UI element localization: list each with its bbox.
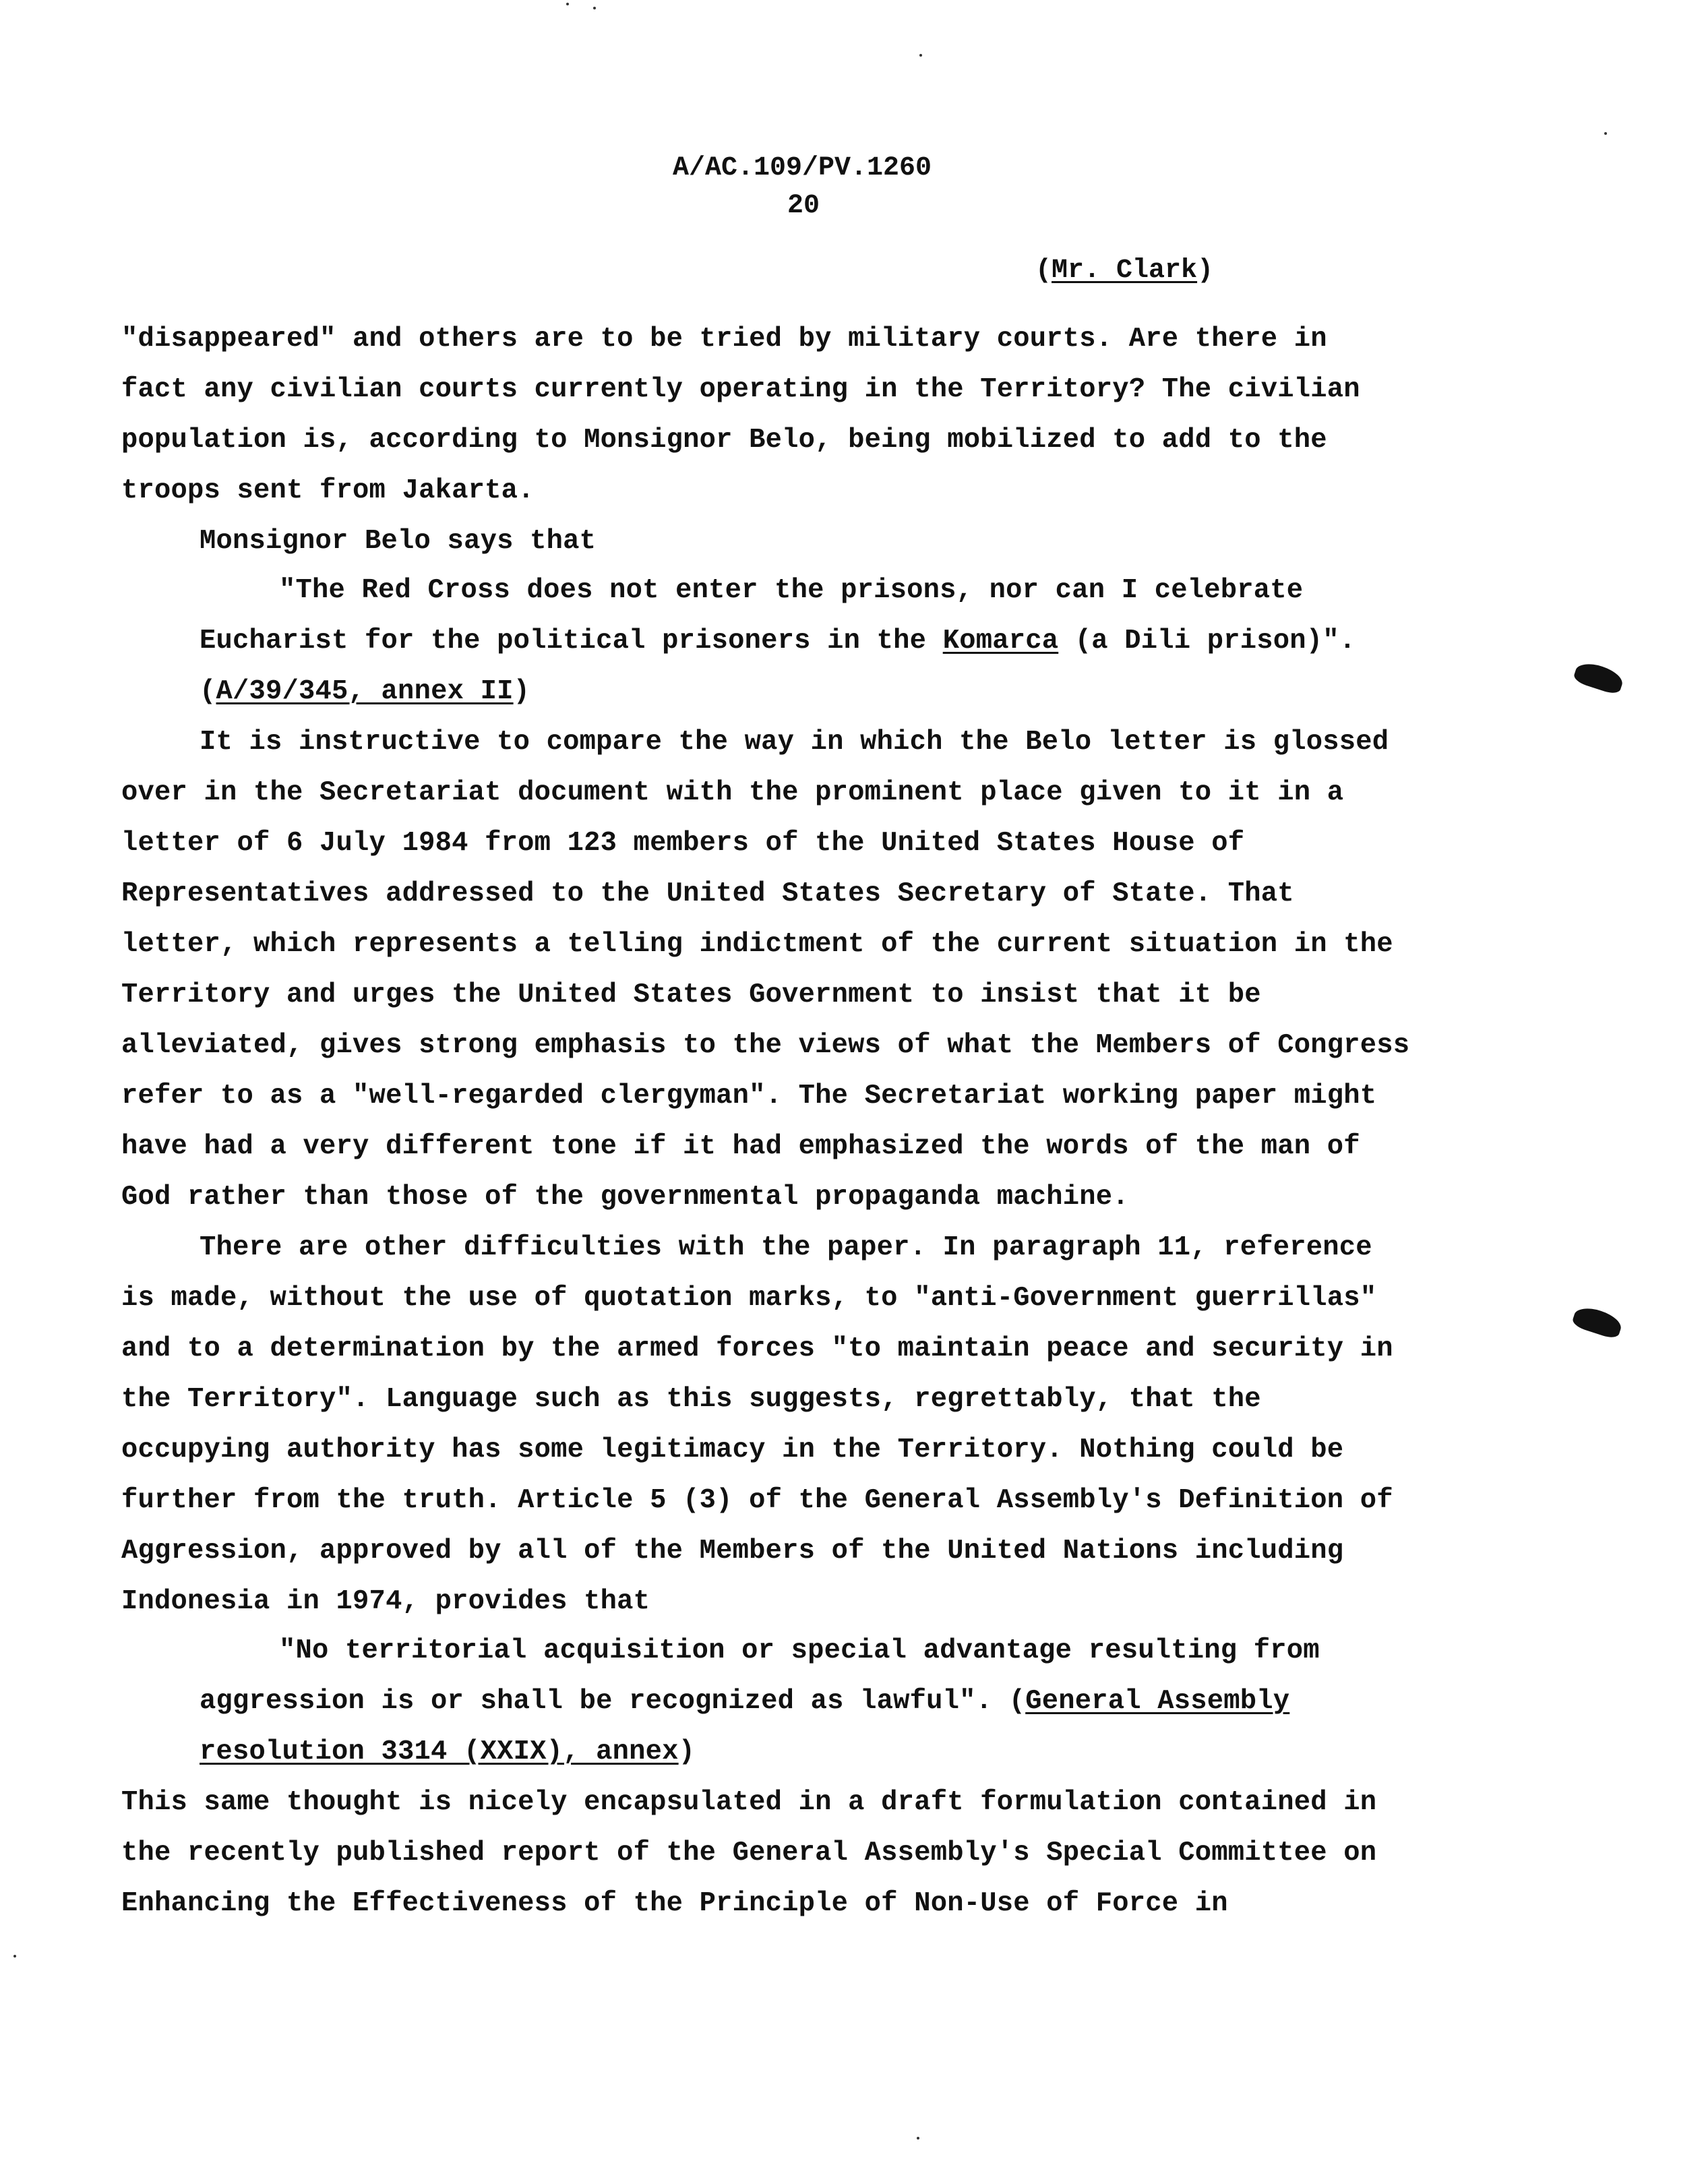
text-line: Territory and urges the United States Government to insist that it be [121,979,1261,1010]
quote-reference [200,675,530,708]
quote-line [200,1736,695,1768]
quote-text: Eucharist for the political prisoners in the [200,626,943,657]
text-line: troops sent from Jakarta. [121,475,535,506]
quote-line [200,625,1356,657]
text-line: refer to as a "well-regarded clergyman". The Secretariat working paper might [121,1081,1377,1112]
text-line: Representatives addressed to the United States Secretary of State. That [121,878,1294,909]
text-line: There are other difficulties with the paper. In paragraph 11, reference [200,1232,1372,1263]
punch-hole-mark [1571,1304,1624,1341]
scan-speck [919,54,922,57]
quote-line: "No territorial acquisition or special advantage resulting from [279,1635,1320,1666]
speaker-open-paren: ( [1035,255,1052,286]
text-line: This same thought is nicely encapsulated in a draft formulation contained in [121,1787,1377,1818]
ref-close-paren: ) [678,1736,696,1767]
text-line: Enhancing the Effectiveness of the Principle of Non-Use of Force in [121,1888,1228,1919]
scan-speck [1604,132,1607,135]
text-line: is made, without the use of quotation marks, to "anti-Government guerrillas" [121,1283,1377,1314]
text-line: "disappeared" and others are to be tried by military courts. Are there in [121,324,1327,355]
prison-name: Komarca [942,626,1059,657]
text-line: the recently published report of the General Assembly's Special Committee on [121,1838,1377,1869]
document-symbol: A/AC.109/PV.1260 [673,153,932,183]
scan-speck [593,7,596,9]
text-line: and to a determination by the armed forces "to maintain peace and security in [121,1333,1393,1364]
text-line: Indonesia in 1974, provides that [121,1586,650,1617]
text-line: fact any civilian courts currently operating in the Territory? The civilian [121,374,1360,405]
quote-text: (a Dili prison)". [1058,626,1356,657]
document-reference: A/39/345, annex II [216,676,514,707]
text-line: God rather than those of the governmental propaganda machine. [121,1182,1129,1213]
punch-hole-mark [1573,659,1626,696]
scan-speck [13,1955,16,1958]
scan-speck [917,2137,919,2140]
text-line: over in the Secretariat document with the prominent place given to it in a [121,777,1344,808]
speaker-name: Mr. Clark [1052,255,1198,286]
page-number: 20 [787,191,820,221]
resolution-reference: General Assembly [1025,1686,1290,1717]
speaker-attribution [1035,255,1213,287]
text-line: letter of 6 July 1984 from 123 members of the United States House of [121,828,1245,859]
text-line: alleviated, gives strong emphasis to the views of what the Members of Congress [121,1030,1410,1061]
resolution-reference: resolution 3314 (XXIX), annex [200,1736,679,1767]
text-line: occupying authority has some legitimacy in the Territory. Nothing could be [121,1434,1344,1465]
quote-text: aggression is or shall be recognized as lawful". ( [200,1686,1026,1717]
quote-line: "The Red Cross does not enter the prisons, nor can I celebrate [279,575,1304,606]
ref-close-paren: ) [513,676,530,707]
text-line: Monsignor Belo says that [200,526,597,557]
text-line: have had a very different tone if it had emphasized the words of the man of [121,1131,1360,1162]
quote-line [200,1685,1289,1718]
text-line: Aggression, approved by all of the Members of the United Nations including [121,1536,1344,1567]
text-line: It is instructive to compare the way in which the Belo letter is glossed [200,727,1389,758]
ref-open-paren: ( [200,676,216,707]
text-line: letter, which represents a telling indictment of the current situation in the [121,929,1393,960]
speaker-close-paren: ) [1197,255,1214,286]
scan-speck [566,3,569,5]
text-line: population is, according to Monsignor Belo, being mobilized to add to the [121,425,1327,456]
text-line: further from the truth. Article 5 (3) of the General Assembly's Definition of [121,1485,1393,1516]
text-line: the Territory". Language such as this suggests, regrettably, that the [121,1384,1261,1415]
